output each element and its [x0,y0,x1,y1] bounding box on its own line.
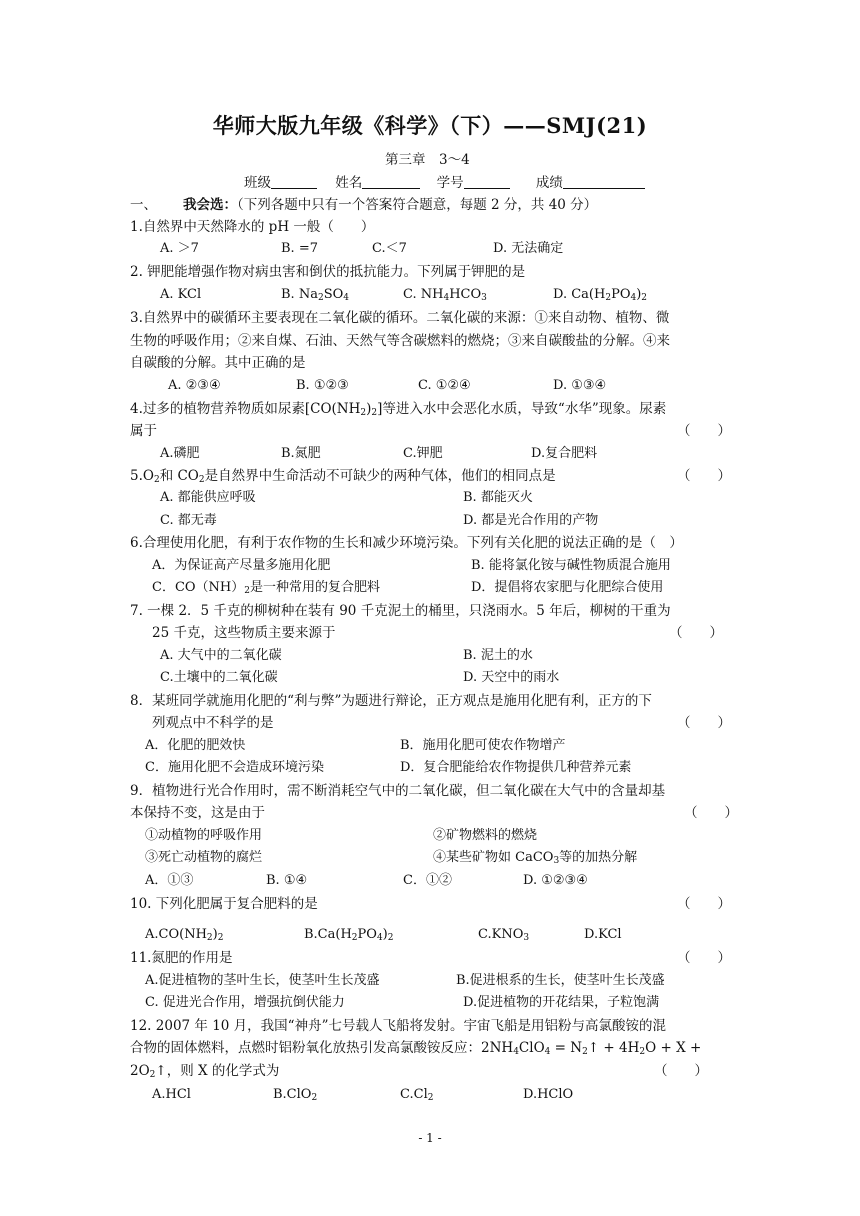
q7-option-d[interactable]: D. 天空中的雨水 [463,670,560,685]
q3-stem-line3: 自碳酸的分解。其中正确的是 [130,355,306,371]
class-blank[interactable] [271,174,317,189]
q11-option-b[interactable]: B.促进根系的生长，使茎叶生长茂盛 [456,973,665,988]
q2-option-b[interactable]: B. $Na_2SO_4$ [281,287,349,303]
section-description: （下列各题中只有一个答案符合题意，每题 2 分，共 40 分） [237,197,598,213]
q12-answer-blank[interactable]: （ ） [654,1063,708,1079]
q4-stem-line1: 4.过多的植物营养物质如尿素$[CO(NH_2)_2]$等进入水中会恶化水质，导致“水华”现象。尿素 [130,401,667,418]
q8-option-a[interactable]: A．化肥的肥效快 [145,738,246,753]
number-label: 学号 [436,175,464,191]
q5-option-a[interactable]: A. 都能供应呼吸 [160,490,256,505]
q5-option-d[interactable]: D. 都是光合作用的产物 [463,513,599,528]
q9-answer-blank[interactable]: （ ） [684,805,738,821]
q4-answer-blank[interactable]: （ ） [677,423,731,439]
q11-option-d[interactable]: D.促进植物的开花结果，子粒饱满 [463,995,660,1010]
q1-option-a[interactable]: A. ＞7 [160,241,199,256]
number-blank[interactable] [464,174,510,189]
q3-option-d[interactable]: D. ①③④ [553,378,607,393]
q6-option-a[interactable]: A．为保证高产尽量多施用化肥 [152,558,331,573]
q11-stem: 11.氮肥的作用是 [130,950,233,966]
q10-answer-blank[interactable]: （ ） [677,896,731,912]
q4-option-a[interactable]: A.磷肥 [160,446,200,461]
q7-answer-blank[interactable]: （ ） [669,625,723,641]
q9-stem-line1: 9．植物进行光合作用时，需不断消耗空气中的二氧化碳，但二氧化碳在大气中的含量却基 [130,783,666,799]
q6-option-b[interactable]: B. 能将氯化铵与碱性物质混合施用 [471,558,671,573]
q3-option-c[interactable]: C. ①②④ [418,378,471,393]
section-heading [130,194,597,216]
q9-option-d[interactable]: D. ①②③④ [523,873,588,888]
q10-option-d[interactable]: D.KCl [584,927,622,942]
q7-option-a[interactable]: A. 大气中的二氧化碳 [160,648,282,663]
q8-answer-blank[interactable]: （ ） [677,715,731,731]
q4-option-d[interactable]: D.复合肥料 [531,446,598,461]
q3-option-b[interactable]: B. ①②③ [296,378,349,393]
q2-stem: 2. 钾肥能增强作物对病虫害和倒伏的抵抗能力。下列属于钾肥的是 [130,264,526,280]
q3-option-a[interactable]: A. ②③④ [168,378,221,393]
q7-option-b[interactable]: B. 泥土的水 [463,648,533,663]
q4-option-c[interactable]: C.钾肥 [403,446,443,461]
q10-stem: 10. 下列化肥属于复合肥料的是 [130,896,318,912]
q8-option-b[interactable]: B．施用化肥可使农作物增产 [400,738,566,753]
q4-stem-line2: 属于 [130,423,157,439]
q10-option-b[interactable]: $B.Ca(H_2PO_4)_2$ [304,927,394,943]
q1-stem: 1.自然界中天然降水的 pH 一般（ ） [130,219,375,235]
q9-item-2: ②矿物燃料的燃烧 [433,828,538,843]
q9-item-3: ③死亡动植物的腐烂 [145,850,263,865]
section-number: 一、 [130,197,157,213]
q9-option-b[interactable]: B. ①④ [266,873,308,888]
q10-option-a[interactable]: $A.CO(NH_2)_2$ [145,927,224,943]
q7-stem-line1: 7. 一棵 2．5 千克的柳树种在装有 90 千克泥土的桶里，只浇雨水。5 年后，柳树的干重为 [130,603,671,619]
q9-option-c[interactable]: C．①② [403,873,452,888]
q12-option-d[interactable]: D.HClO [523,1087,574,1102]
chapter-subtitle: 第三章 3～4 [385,152,470,168]
q5-stem: $5.O_2$和 $CO_2$是自然界中生命活动不可缺少的两种气体，他们的相同点是 [130,468,556,485]
name-blank[interactable] [362,174,420,189]
q2-option-c[interactable]: C. $NH_4HCO_3$ [403,287,487,303]
name-label: 姓名 [335,175,363,191]
q9-item-1: ①动植物的呼吸作用 [145,828,263,843]
q4-option-b[interactable]: B.氮肥 [281,446,321,461]
q2-option-a[interactable]: A. KCl [160,287,202,302]
q1-option-d[interactable]: D. 无法确定 [493,241,564,256]
q5-option-b[interactable]: B. 都能灭火 [463,490,533,505]
q7-option-c[interactable]: C.土壤中的二氧化碳 [160,670,278,685]
q3-stem-line2: 生物的呼吸作用；②来自煤、石油、天然气等含碳燃料的燃烧；③来自碳酸盐的分解。④来 [130,333,670,349]
q12-option-a[interactable]: A.HCl [152,1087,191,1102]
q10-option-c[interactable]: $C.KNO_3$ [478,927,530,943]
score-blank[interactable] [563,174,645,189]
q11-option-a[interactable]: A.促进植物的茎叶生长，使茎叶生长茂盛 [145,973,380,988]
q8-stem-line1: 8．某班同学就施用化肥的“利与弊”为题进行辩论，正方观点是施用化肥有利，正方的下 [130,693,652,709]
q8-option-c[interactable]: C．施用化肥不会造成环境污染 [145,760,324,775]
q11-option-c[interactable]: C. 促进光合作用，增强抗倒伏能力 [145,995,345,1010]
q1-option-c[interactable]: C.＜7 [372,241,407,256]
page-title: 华师大版九年级《科学》（下）——SMJ(21) [212,113,648,138]
q12-option-b[interactable]: B.ClO$_2$ [273,1087,318,1103]
page-number: - 1 - [418,1131,442,1145]
q6-stem: 6.合理使用化肥，有利于农作物的生长和减少环境污染。下列有关化肥的说法正确的是（ ） [130,535,683,551]
q9-option-a[interactable]: A．①③ [145,873,194,888]
q5-answer-blank[interactable]: （ ） [677,468,731,484]
q9-item-4: ④某些矿物如 CaCO$_3$等的加热分解 [433,850,638,866]
q8-option-d[interactable]: D．复合肥能给农作物提供几种营养元素 [400,760,632,775]
q6-option-c[interactable]: C．$CO(NH)_2$是一种常用的复合肥料 [152,580,381,596]
q11-answer-blank[interactable]: （ ） [677,950,731,966]
q12-stem-line1: 12. 2007 年 10 月，我国“神舟”七号载人飞船将发射。宇宙飞船是用铝粉与高氯酸铵的混 [130,1018,666,1034]
q12-stem-line2: 合物的固体燃料，点燃时铝粉氧化放热引发高氯酸铵反应：$2NH_4ClO_4$ = $N_2↑ + 4H_2O + X$ + [130,1040,702,1057]
q7-stem-line2: 25 千克，这些物质主要来源于 [152,625,336,641]
q12-option-c[interactable]: $C.Cl_2$ [400,1087,434,1103]
student-info-line [244,172,645,194]
q9-stem-line2: 本保持不变，这是由于 [130,805,265,821]
section-label: 我会选： [183,197,237,213]
q2-option-d[interactable]: D. $Ca(H_2PO_4)_2$ [553,287,648,303]
score-label: 成绩 [535,175,563,191]
q8-stem-line2: 列观点中不科学的是 [152,715,274,731]
q5-option-c[interactable]: C. 都无毒 [160,513,217,528]
q1-option-b[interactable]: B. =7 [281,241,318,256]
class-label: 班级 [244,175,271,191]
q6-option-d[interactable]: D．提倡将农家肥与化肥综合使用 [471,580,664,595]
q12-stem-line3: $2O_2↑$，则 X 的化学式为 [130,1063,280,1080]
q3-stem-line1: 3.自然界中的碳循环主要表现在二氧化碳的循环。二氧化碳的来源：①来自动物、植物、微 [130,310,670,326]
